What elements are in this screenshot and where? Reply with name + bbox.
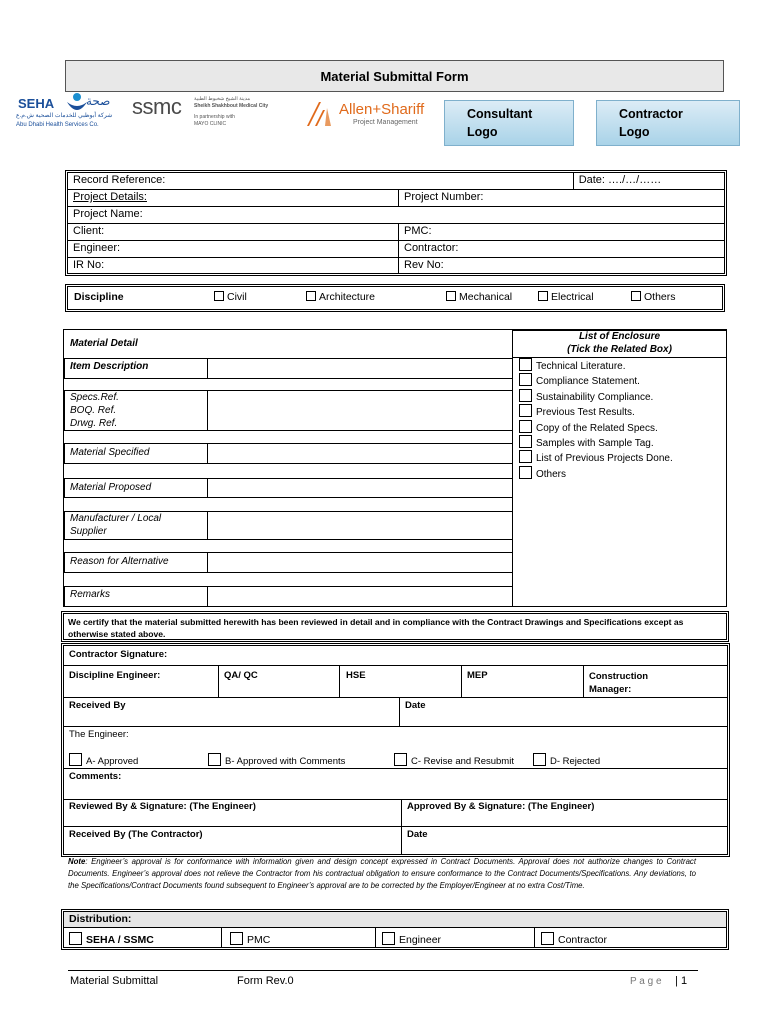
- received-by-contractor-label: Received By (The Contractor): [69, 829, 203, 840]
- the-engineer-label: The Engineer:: [69, 729, 129, 740]
- discipline-architecture[interactable]: Architecture: [306, 291, 375, 303]
- checkbox[interactable]: [519, 389, 532, 402]
- item-description-input[interactable]: [207, 358, 513, 379]
- checkbox[interactable]: [214, 291, 224, 301]
- checkbox[interactable]: [519, 373, 532, 386]
- distribution-pmc[interactable]: PMC: [230, 932, 270, 946]
- enclosure-subtitle: (Tick the Related Box): [567, 344, 672, 355]
- enclosure-item[interactable]: Previous Test Results.: [519, 404, 673, 419]
- ssmc-partnership: In partnership with: [194, 114, 235, 120]
- checkbox[interactable]: [230, 932, 243, 945]
- client-field[interactable]: Client:: [68, 224, 399, 241]
- manufacturer-label: Manufacturer / Local: [70, 513, 162, 524]
- discipline-others[interactable]: Others: [631, 291, 676, 303]
- footer-left: Material Submittal: [70, 975, 159, 987]
- discipline-electrical[interactable]: Electrical: [538, 291, 594, 303]
- approved-by-label: Approved By & Signature: (The Engineer): [407, 801, 595, 812]
- enclosure-item[interactable]: Compliance Statement.: [519, 373, 673, 388]
- discipline-row: [67, 286, 723, 310]
- discipline-label: Discipline: [74, 291, 124, 303]
- allen-shariff-logo: [305, 100, 440, 130]
- drwg-ref-label: Drwg. Ref.: [70, 418, 118, 429]
- contractor-logo-box: Contractor Logo: [596, 100, 740, 146]
- approval-b[interactable]: B- Approved with Comments: [208, 753, 345, 767]
- checkbox[interactable]: [538, 291, 548, 301]
- boq-ref-label: BOQ. Ref.: [70, 405, 117, 416]
- footer-page-sep: |: [675, 975, 678, 987]
- enclosure-item[interactable]: Samples with Sample Tag.: [519, 435, 673, 450]
- approval-d[interactable]: D- Rejected: [533, 753, 600, 767]
- checkbox[interactable]: [519, 450, 532, 463]
- ssmc-clinic: MAYO CLINIC: [194, 121, 227, 127]
- qa-qc-label: QA/ QC: [224, 670, 258, 681]
- enclosure-list: [519, 358, 673, 481]
- received-by-label: Received By: [69, 700, 126, 711]
- project-details-label: Project Details:: [68, 190, 399, 207]
- received-contractor-date-label: Date: [407, 829, 428, 840]
- enclosure-item[interactable]: List of Previous Projects Done.: [519, 450, 673, 465]
- checkbox[interactable]: [541, 932, 554, 945]
- ssmc-logo: [132, 94, 298, 140]
- received-date-label: Date: [405, 700, 426, 711]
- form-title: Material Submittal Form: [65, 60, 724, 92]
- approval-c[interactable]: C- Revise and Resubmit: [394, 753, 514, 767]
- enclosure-item[interactable]: Technical Literature.: [519, 358, 673, 373]
- checkbox[interactable]: [533, 753, 546, 766]
- contractor-field[interactable]: Contractor:: [399, 241, 725, 258]
- enclosure-title: List of Enclosure: [578, 331, 661, 342]
- enclosure-item[interactable]: Sustainability Compliance.: [519, 389, 673, 404]
- checkbox[interactable]: [382, 932, 395, 945]
- project-number[interactable]: Project Number:: [399, 190, 725, 207]
- material-proposed-input[interactable]: [207, 478, 513, 498]
- allen-shariff-sub: Project Management: [353, 119, 418, 126]
- project-details-section: [67, 172, 725, 274]
- engineer-field[interactable]: Engineer:: [68, 241, 399, 258]
- checkbox[interactable]: [446, 291, 456, 301]
- record-reference[interactable]: Record Reference:: [68, 173, 574, 190]
- checkbox[interactable]: [519, 420, 532, 433]
- project-name[interactable]: Project Name:: [68, 207, 725, 224]
- distribution-contractor[interactable]: Contractor: [541, 932, 607, 946]
- approval-a[interactable]: A- Approved: [69, 753, 138, 767]
- footer-divider: [68, 970, 698, 971]
- checkbox[interactable]: [631, 291, 641, 301]
- manufacturer-input[interactable]: [207, 511, 513, 540]
- material-specified-label: Material Specified: [70, 447, 150, 458]
- allen-shariff-emblem-icon: [305, 100, 335, 128]
- certification-text: We certify that the material submitted herewith has been reviewed in detail and in compliance with the Contract Drawings and Specifications except as otherwise stated above.: [68, 617, 684, 639]
- hse-label: HSE: [346, 670, 366, 681]
- discipline-engineer-label: Discipline Engineer:: [69, 670, 161, 681]
- checkbox[interactable]: [519, 466, 532, 479]
- checkbox[interactable]: [306, 291, 316, 301]
- seha-logo: [16, 92, 116, 138]
- allen-shariff-name: Allen+Shariff: [339, 101, 425, 118]
- date-field[interactable]: Date: …./…/……: [573, 173, 724, 190]
- material-detail-header: Material Detail: [70, 338, 138, 349]
- remarks-label: Remarks: [70, 589, 111, 600]
- seha-arabic: صحة: [86, 94, 111, 108]
- ssmc-sub: Sheikh Shakhbout Medical City: [194, 103, 269, 109]
- note-label: Note: [68, 857, 86, 866]
- specs-ref-input[interactable]: [207, 390, 513, 431]
- footer-page-label: P a g e: [630, 976, 662, 987]
- checkbox[interactable]: [69, 932, 82, 945]
- material-proposed-label: Material Proposed: [70, 482, 152, 493]
- footer-page-number: 1: [681, 975, 688, 987]
- reason-input[interactable]: [207, 552, 513, 573]
- remarks-input[interactable]: [207, 586, 513, 607]
- seha-name: SEHA: [18, 96, 55, 111]
- material-detail-section: [63, 329, 727, 607]
- specs-ref-label: Specs.Ref.: [70, 392, 119, 403]
- note-text: : Engineer’s approval is for conformance with information given and design concept expressed in Contract Documents. Approval does not authorize changes to Contract Documents. Engineer’s approval does not relieve the Contractor from his contractual obligation to ensure conformance to the Contract Documents/Specifications. Any deviations, to the Specifications/Contract Documents found subsequent to Engineer’s approval are to be corrected by the Employer/Engineer at no extra Cost/Time.: [68, 857, 696, 890]
- enclosure-item[interactable]: Copy of the Related Specs.: [519, 420, 673, 435]
- ir-no-field[interactable]: IR No:: [68, 258, 399, 274]
- construction-manager-label: Construction Manager:: [589, 671, 649, 695]
- supplier-label: Supplier: [70, 526, 107, 537]
- checkbox[interactable]: [519, 435, 532, 448]
- contractor-signature-label: Contractor Signature:: [69, 649, 168, 660]
- rev-no-field[interactable]: Rev No:: [399, 258, 725, 274]
- checkbox[interactable]: [519, 404, 532, 417]
- signature-section: [63, 645, 728, 855]
- discipline-civil[interactable]: Civil: [214, 291, 247, 303]
- distribution-seha[interactable]: SEHA / SSMC: [69, 932, 154, 946]
- material-specified-input[interactable]: [207, 443, 513, 464]
- comments-label[interactable]: Comments:: [69, 771, 122, 782]
- certification-box: [63, 613, 727, 640]
- pmc-field[interactable]: PMC:: [399, 224, 725, 241]
- note-paragraph: [68, 856, 696, 892]
- mep-label: MEP: [467, 670, 488, 681]
- enclosure-item[interactable]: Others: [519, 466, 673, 481]
- seha-company: Abu Dhabi Health Services Co.: [16, 122, 99, 128]
- reviewed-by-label: Reviewed By & Signature: (The Engineer): [69, 801, 256, 812]
- reason-label: Reason for Alternative: [70, 556, 169, 567]
- checkbox[interactable]: [208, 753, 221, 766]
- checkbox[interactable]: [519, 358, 532, 371]
- discipline-mechanical[interactable]: Mechanical: [446, 291, 512, 303]
- item-description-label: Item Description: [70, 361, 149, 372]
- consultant-logo-box: Consultant Logo: [444, 100, 574, 146]
- ssmc-name: ssmc: [132, 94, 182, 119]
- checkbox[interactable]: [69, 753, 82, 766]
- seha-arabic-company: شركة أبوظبي للخدمات الصحية ش.م.ع: [16, 113, 113, 119]
- distribution-label: Distribution:: [69, 913, 132, 925]
- distribution-engineer[interactable]: Engineer: [382, 932, 441, 946]
- distribution-section: [63, 911, 727, 948]
- footer-middle: Form Rev.0: [237, 975, 294, 987]
- ssmc-arabic: مدينة الشيخ شخبوط الطبية: [194, 96, 251, 102]
- checkbox[interactable]: [394, 753, 407, 766]
